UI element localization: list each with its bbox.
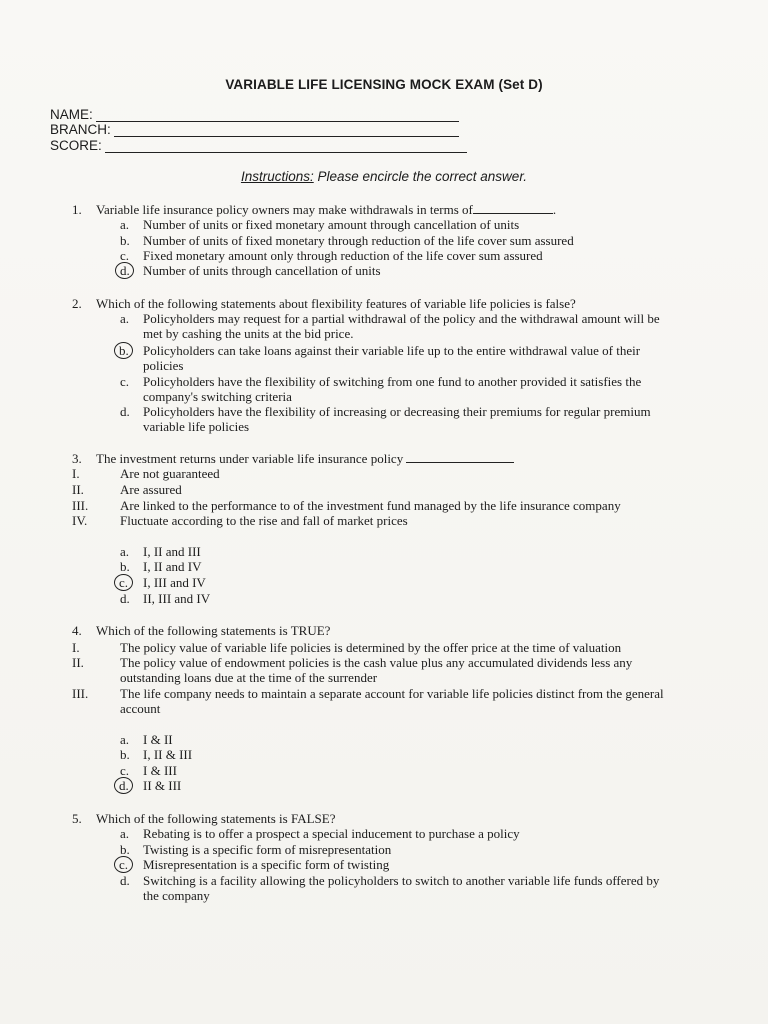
q2-option-b-letter[interactable]: b. [119, 343, 129, 358]
q2-option-a-letter[interactable]: a. [120, 311, 130, 326]
q3-option-d-text: II, III and IV [143, 591, 211, 606]
q3-option-d-letter[interactable]: d. [120, 591, 130, 606]
q5-number: 5. [72, 811, 82, 826]
q4-statement-ii-line2: outstanding loans due at the time of the surrender [120, 670, 378, 685]
q4-statement-iii-line1: The life company needs to maintain a separate account for variable life policies distinct from the general [120, 686, 664, 701]
q2-option-c-line2: company's switching criteria [143, 389, 292, 404]
q3-option-a-letter[interactable]: a. [120, 544, 130, 559]
branch-field[interactable] [50, 122, 459, 137]
q3-statement-i-num: I. [72, 466, 80, 481]
q3-statement-iii-num: III. [72, 498, 89, 513]
q4-option-c-text: I & III [143, 763, 177, 778]
q2-option-b-line1: Policyholders can take loans against their variable life up to the entire withdrawal value of their [143, 343, 641, 358]
q1-stem: Variable life insurance policy owners may make withdrawals in terms of . [96, 202, 557, 217]
q1-number: 1. [72, 202, 82, 217]
q5-option-a-text: Rebating is to offer a prospect a special inducement to purchase a policy [143, 826, 520, 841]
q3-statement-ii-text: Are assured [120, 482, 182, 497]
q3-option-c-text: I, III and IV [143, 575, 206, 590]
q1-option-a-letter[interactable]: a. [120, 217, 130, 232]
q5-option-b-letter[interactable]: b. [120, 842, 130, 857]
name-label: NAME: [50, 107, 93, 122]
q5-stem: Which of the following statements is FALSE? [96, 811, 336, 826]
q3-stem: The investment returns under variable life insurance policy [96, 451, 514, 466]
q2-option-d-line2: variable life policies [143, 419, 250, 434]
score-label: SCORE: [50, 138, 102, 153]
q4-option-a-text: I & II [143, 732, 173, 747]
q4-statement-i-line1: The policy value of variable life policies is determined by the offer price at the time of valuation [120, 640, 622, 655]
q4-option-c-letter[interactable]: c. [120, 763, 130, 778]
q4-number: 4. [72, 623, 82, 638]
q1-answer-blank[interactable] [473, 202, 553, 214]
branch-label: BRANCH: [50, 122, 111, 137]
q5-option-d-line2: the company [143, 888, 210, 903]
q2-option-a-line1: Policyholders may request for a partial withdrawal of the policy and the withdrawal amount will be [143, 311, 660, 326]
score-field[interactable] [50, 138, 467, 153]
q4-option-d-letter[interactable]: d. [119, 778, 129, 793]
q3-option-a-text: I, II and III [143, 544, 201, 559]
q3-option-b-letter[interactable]: b. [120, 559, 130, 574]
q3-option-b-text: I, II and IV [143, 559, 202, 574]
q4-stem: Which of the following statements is TRUE? [96, 623, 331, 638]
q3-statement-iv-text: Fluctuate according to the rise and fall of market prices [120, 513, 408, 528]
q5-option-d-line1: Switching is a facility allowing the policyholders to switch to another variable life funds offered by [143, 873, 660, 888]
q1-option-d-letter[interactable]: d. [120, 263, 130, 278]
q2-number: 2. [72, 296, 82, 311]
q2-option-d-line1: Policyholders have the flexibility of increasing or decreasing their premiums for regular premium [143, 404, 651, 419]
instructions-label: Instructions: [240, 169, 314, 184]
q5-option-c-text: Misrepresentation is a specific form of twisting [143, 857, 390, 872]
q3-answer-blank[interactable] [406, 451, 514, 463]
name-line[interactable] [96, 109, 459, 122]
q4-option-b-letter[interactable]: b. [120, 747, 130, 762]
q5-option-c-letter[interactable]: c. [119, 857, 129, 872]
q3-statement-ii-num: II. [72, 482, 84, 497]
q2-stem: Which of the following statements about flexibility features of variable life policies is false? [96, 296, 576, 311]
q5-option-b-text: Twisting is a specific form of misrepresentation [143, 842, 392, 857]
q3-option-c-letter[interactable]: c. [119, 575, 129, 590]
q1-option-c-text: Fixed monetary amount only through reduction of the life cover sum assured [143, 248, 543, 263]
branch-line[interactable] [114, 124, 459, 137]
q4-option-b-text: I, II & III [143, 747, 193, 762]
q2-option-c-line1: Policyholders have the flexibility of switching from one fund to another provided it satisfies the [143, 374, 642, 389]
score-line[interactable] [105, 140, 467, 153]
q3-statement-i-text: Are not guaranteed [120, 466, 220, 481]
q2-option-a-line2: met by cashing the units at the bid price. [143, 326, 354, 341]
q4-option-d-text: II & III [143, 778, 182, 793]
q1-option-b-letter[interactable]: b. [120, 233, 130, 248]
q4-option-a-letter[interactable]: a. [120, 732, 130, 747]
q4-statement-ii-line1: The policy value of endowment policies is the cash value plus any accumulated dividends less any [120, 655, 633, 670]
q1-option-b-text: Number of units of fixed monetary through reduction of the life cover sum assured [143, 233, 574, 248]
q3-number: 3. [72, 451, 82, 466]
q4-statement-ii-num: II. [72, 655, 84, 670]
q5-option-a-letter[interactable]: a. [120, 826, 130, 841]
q2-option-c-letter[interactable]: c. [120, 374, 130, 389]
q1-option-d-text: Number of units through cancellation of units [143, 263, 381, 278]
q3-statement-iii-text: Are linked to the performance to of the investment fund managed by the life insurance company [120, 498, 621, 513]
q3-statement-iv-num: IV. [72, 513, 88, 528]
name-field[interactable] [50, 107, 459, 122]
q4-statement-iii-line2: account [120, 701, 161, 716]
q5-option-d-letter[interactable]: d. [120, 873, 130, 888]
q2-option-d-letter[interactable]: d. [120, 404, 130, 419]
instructions [0, 169, 768, 184]
exam-title: VARIABLE LIFE LICENSING MOCK EXAM (Set D) [225, 77, 543, 92]
q1-option-a-text: Number of units or fixed monetary amount through cancellation of units [143, 217, 520, 232]
q2-option-b-line2: policies [143, 358, 184, 373]
q4-statement-i-num: I. [72, 640, 80, 655]
q1-option-c-letter[interactable]: c. [120, 248, 130, 263]
instructions-text: Please encircle the correct answer. [313, 169, 528, 184]
q4-statement-iii-num: III. [72, 686, 89, 701]
